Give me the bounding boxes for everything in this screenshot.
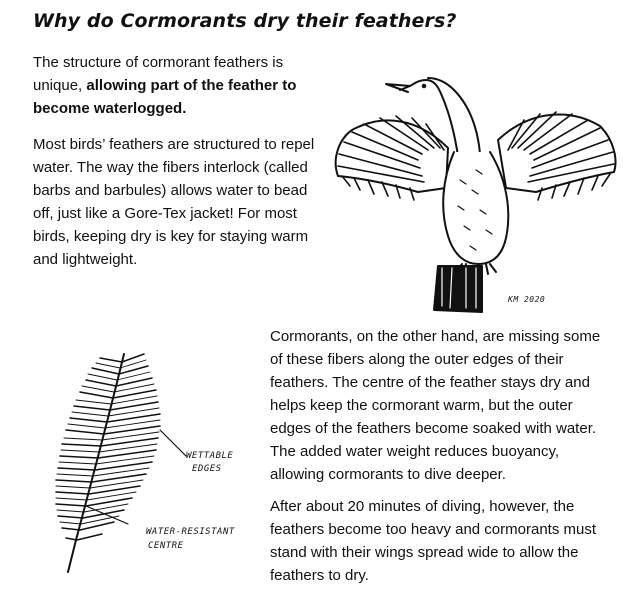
- intro-emphasis-text: allowing part of the feather to become waterlogged.: [33, 77, 297, 117]
- intro-paragraph: [33, 51, 323, 120]
- label-water-resistant-line1: WATER-RESISTANT: [146, 527, 235, 537]
- feather-illustration: [20, 310, 270, 600]
- page-title: Why do Cormorants dry their feathers?: [33, 10, 457, 32]
- label-water-resistant-line2: CENTRE: [148, 541, 184, 551]
- after-diving-paragraph: After about 20 minutes of diving, however, the feathers become too heavy and cormorants must stand with their wings spread wide to allow the feathers to dry.: [270, 498, 597, 584]
- illustration-signature: KM 2020: [508, 295, 546, 304]
- most-birds-paragraph: Most birds’ feathers are structured to repel water. The way the fibers interlock (called barbs and barbules) allows water to bead off, just like a Gore-Tex jacket! For most birds, keeping dry is key for staying warm and lightweight.: [33, 136, 315, 268]
- label-wettable-edges-line2: EDGES: [192, 464, 222, 474]
- label-wettable-edges-line1: WETTABLE: [186, 451, 234, 461]
- cormorants-paragraph: Cormorants, on the other hand, are missing some of these fibers along the outer edges of their feathers. The centre of the feather stays dry and helps keep the cormorant warm, but the outer edges of the feathers become soaked with water. The added water weight reduces buoyancy, allowing cormorants to dive deeper.: [270, 328, 601, 483]
- intro-lead-text: The structure of cormorant feathers is unique,: [33, 54, 284, 94]
- cormorant-illustration: [330, 60, 620, 315]
